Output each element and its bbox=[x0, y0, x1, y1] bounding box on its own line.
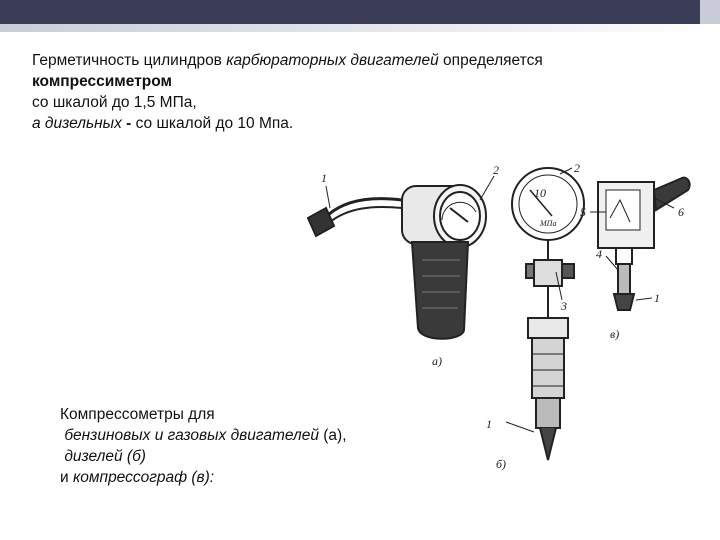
label-a-1: 1 bbox=[321, 171, 327, 185]
gauge-scale-10: 10 bbox=[534, 186, 546, 200]
label-b-sub: б) bbox=[496, 457, 507, 471]
title-bar bbox=[0, 0, 720, 24]
intro-line-1 bbox=[32, 50, 712, 71]
caption-line-4-italic: компрессограф (в): bbox=[72, 469, 215, 486]
device-b bbox=[506, 168, 584, 460]
figure-caption bbox=[60, 404, 460, 488]
label-a-2: 2 bbox=[493, 163, 499, 177]
device-c bbox=[590, 178, 690, 310]
device-a bbox=[308, 176, 494, 339]
intro-line-4-italic: а дизельных bbox=[32, 115, 122, 132]
caption-line-3 bbox=[60, 446, 460, 467]
intro-line-4 bbox=[32, 113, 712, 134]
label-c-1: 1 bbox=[654, 291, 660, 305]
caption-line-3-italic: дизелей (б) bbox=[64, 448, 146, 465]
label-b-3: 3 bbox=[561, 299, 567, 313]
title-bar-accent bbox=[700, 0, 720, 24]
intro-compressometer: компрессиметром bbox=[32, 73, 172, 90]
intro-line-2 bbox=[32, 71, 712, 92]
caption-line-2-italic: бензиновых и газовых двигателей bbox=[64, 427, 319, 444]
intro-line-4-dash: - bbox=[121, 115, 136, 132]
intro-line-4-plain: со шкалой до 10 Мпа. bbox=[135, 115, 294, 132]
label-b-2: 2 bbox=[574, 161, 580, 175]
caption-line-1: Компрессометры для bbox=[60, 406, 215, 423]
title-bar-gradient bbox=[0, 24, 720, 32]
intro-line-1-b: определяется bbox=[438, 52, 543, 69]
label-c-sub: в) bbox=[610, 327, 620, 341]
gauge-unit: МПа bbox=[540, 219, 557, 228]
intro-line-1-italic: карбюраторных двигателей bbox=[226, 52, 439, 69]
label-a-sub: а) bbox=[432, 354, 442, 368]
intro-line-3: со шкалой до 1,5 МПа, bbox=[32, 94, 197, 111]
caption-line-2-plain: (а), bbox=[318, 427, 347, 444]
label-c-5: 5 bbox=[580, 205, 586, 219]
intro-text bbox=[32, 50, 712, 134]
label-b-1: 1 bbox=[486, 417, 492, 431]
caption-line-4 bbox=[60, 467, 460, 488]
intro-line-1-a: Герметичность цилиндров bbox=[32, 52, 227, 69]
caption-line-2 bbox=[60, 425, 460, 446]
label-c-4: 4 bbox=[596, 247, 602, 261]
caption-line-4-plain: и bbox=[60, 469, 73, 486]
label-c-6: 6 bbox=[678, 205, 684, 219]
